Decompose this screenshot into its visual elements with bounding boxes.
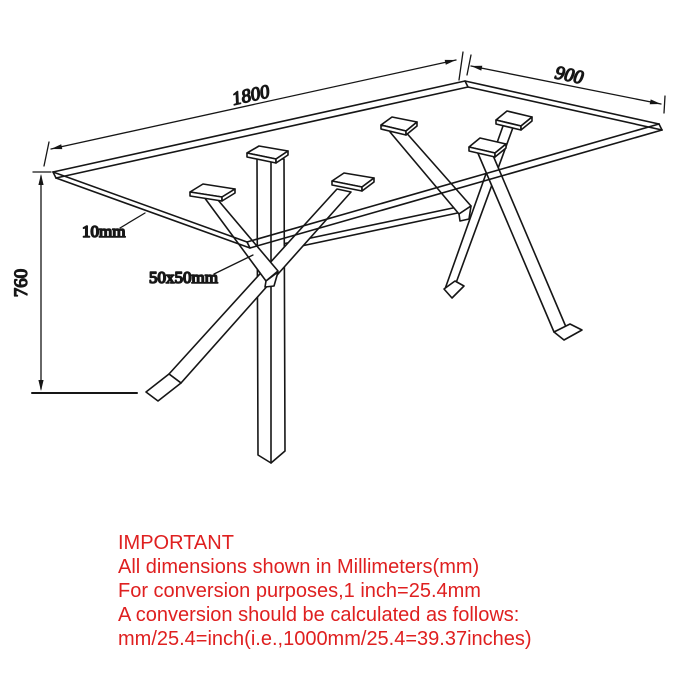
- dim-length-label: 1800: [230, 81, 272, 110]
- dimension-900: [467, 55, 665, 113]
- note-heading: IMPORTANT: [118, 532, 234, 554]
- right-leg-assembly: [381, 111, 582, 340]
- glass-top-back-edges: [53, 81, 662, 178]
- note-line: A conversion should be calculated as follows:: [118, 604, 520, 626]
- dimension-760: [11, 172, 51, 391]
- mounting-plate: [190, 184, 235, 201]
- callout-leg-profile: [149, 255, 253, 287]
- leg-profile-label: 50x50mm: [149, 268, 218, 287]
- note-line: mm/25.4=inch(i.e.,1000mm/25.4=39.37inches): [118, 628, 532, 650]
- mounting-plate: [332, 173, 374, 191]
- center-post: [257, 159, 285, 463]
- glass-thickness-label: 10mm: [82, 222, 126, 241]
- right-leg-back: [390, 129, 471, 221]
- note-line: All dimensions shown in Millimeters(mm): [118, 556, 480, 578]
- dim-height-label: 760: [11, 268, 32, 298]
- important-note: [118, 531, 678, 651]
- dim-depth-label: 900: [553, 62, 586, 89]
- left-leg-assembly: [146, 146, 374, 463]
- mounting-plate: [496, 111, 532, 130]
- note-line: For conversion purposes,1 inch=25.4mm: [118, 580, 481, 602]
- callout-glass-thickness: [82, 213, 145, 241]
- right-leg-downright: [477, 146, 582, 340]
- mounting-plate: [381, 117, 417, 135]
